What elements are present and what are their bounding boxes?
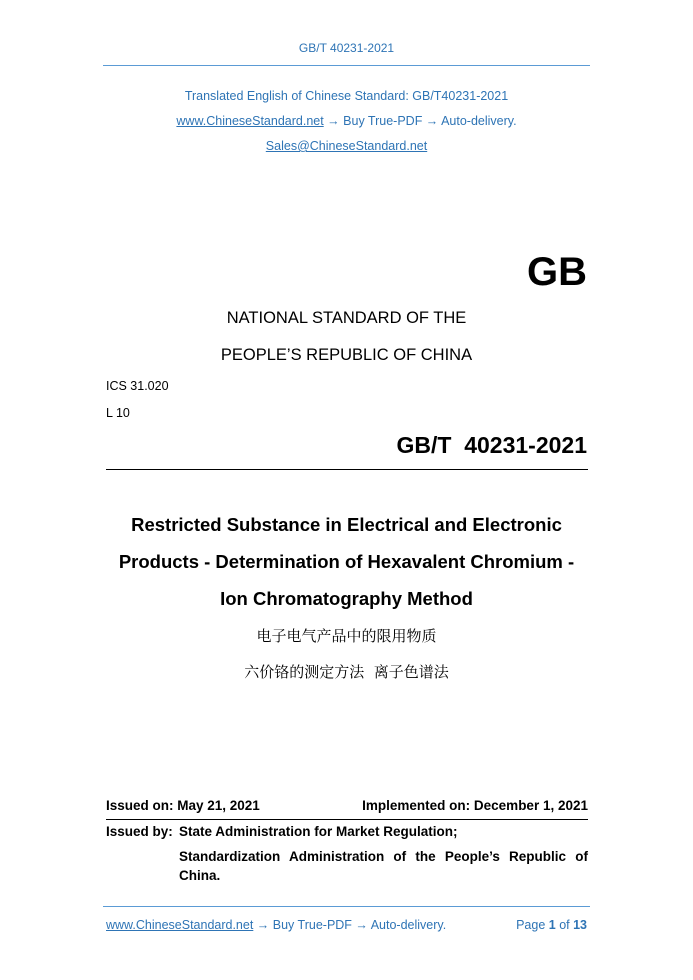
national-standard-line2: PEOPLE’S REPUBLIC OF CHINA: [220, 346, 473, 364]
footer-divider: [103, 906, 590, 907]
running-header: GB/T 40231-2021: [298, 41, 395, 55]
site-link[interactable]: www.ChineseStandard.net: [176, 114, 324, 128]
chinese-title-line-1: 电子电气产品中的限用物质: [256, 627, 437, 645]
issuer-line-2: Standardization Administration of the People’s Republic of: [179, 849, 588, 864]
page-current: 1: [548, 918, 556, 932]
issuer-line-1: State Administration for Market Regulation;: [179, 824, 458, 839]
page-indicator: [516, 918, 587, 932]
chinese-title-line-2: 六价铬的测定方法 离子色谱法: [244, 663, 449, 681]
page-of: of: [555, 918, 574, 932]
standard-code: GB/T 40231-2021: [396, 432, 587, 458]
national-standard-line1: NATIONAL STANDARD OF THE: [226, 309, 467, 327]
footer-purchase-line: [106, 918, 446, 932]
email-link[interactable]: Sales@ChineseStandard.net: [265, 139, 428, 153]
dates-divider: [106, 819, 588, 820]
ics-code: ICS 31.020: [106, 379, 169, 393]
purchase-line: [0, 114, 693, 128]
translation-notice: Translated English of Chinese Standard: GB/T40231-2021: [184, 89, 509, 103]
title-line-3: Ion Chromatography Method: [220, 588, 473, 609]
implemented-on-date: Implemented on: December 1, 2021: [362, 798, 588, 813]
ccs-code: L 10: [106, 406, 130, 420]
code-divider: [106, 469, 588, 470]
issuer-line-3: China.: [179, 868, 221, 883]
footer-purchase-text: → Buy True-PDF → Auto-delivery.: [253, 918, 447, 932]
gb-mark: GB: [527, 250, 587, 294]
header-divider: [103, 65, 590, 66]
footer-site-link[interactable]: www.ChineseStandard.net: [106, 918, 254, 932]
page-word: Page: [516, 918, 549, 932]
issued-by-label: Issued by:: [106, 824, 177, 839]
page-total: 13: [573, 918, 587, 932]
issued-on-date: Issued on: May 21, 2021: [106, 798, 260, 813]
title-line-2: Products - Determination of Hexavalent Chromium -: [118, 551, 575, 572]
email-line: [0, 139, 693, 153]
purchase-text: → Buy True-PDF → Auto-delivery.: [323, 114, 517, 128]
title-line-1: Restricted Substance in Electrical and Electronic: [131, 514, 562, 535]
